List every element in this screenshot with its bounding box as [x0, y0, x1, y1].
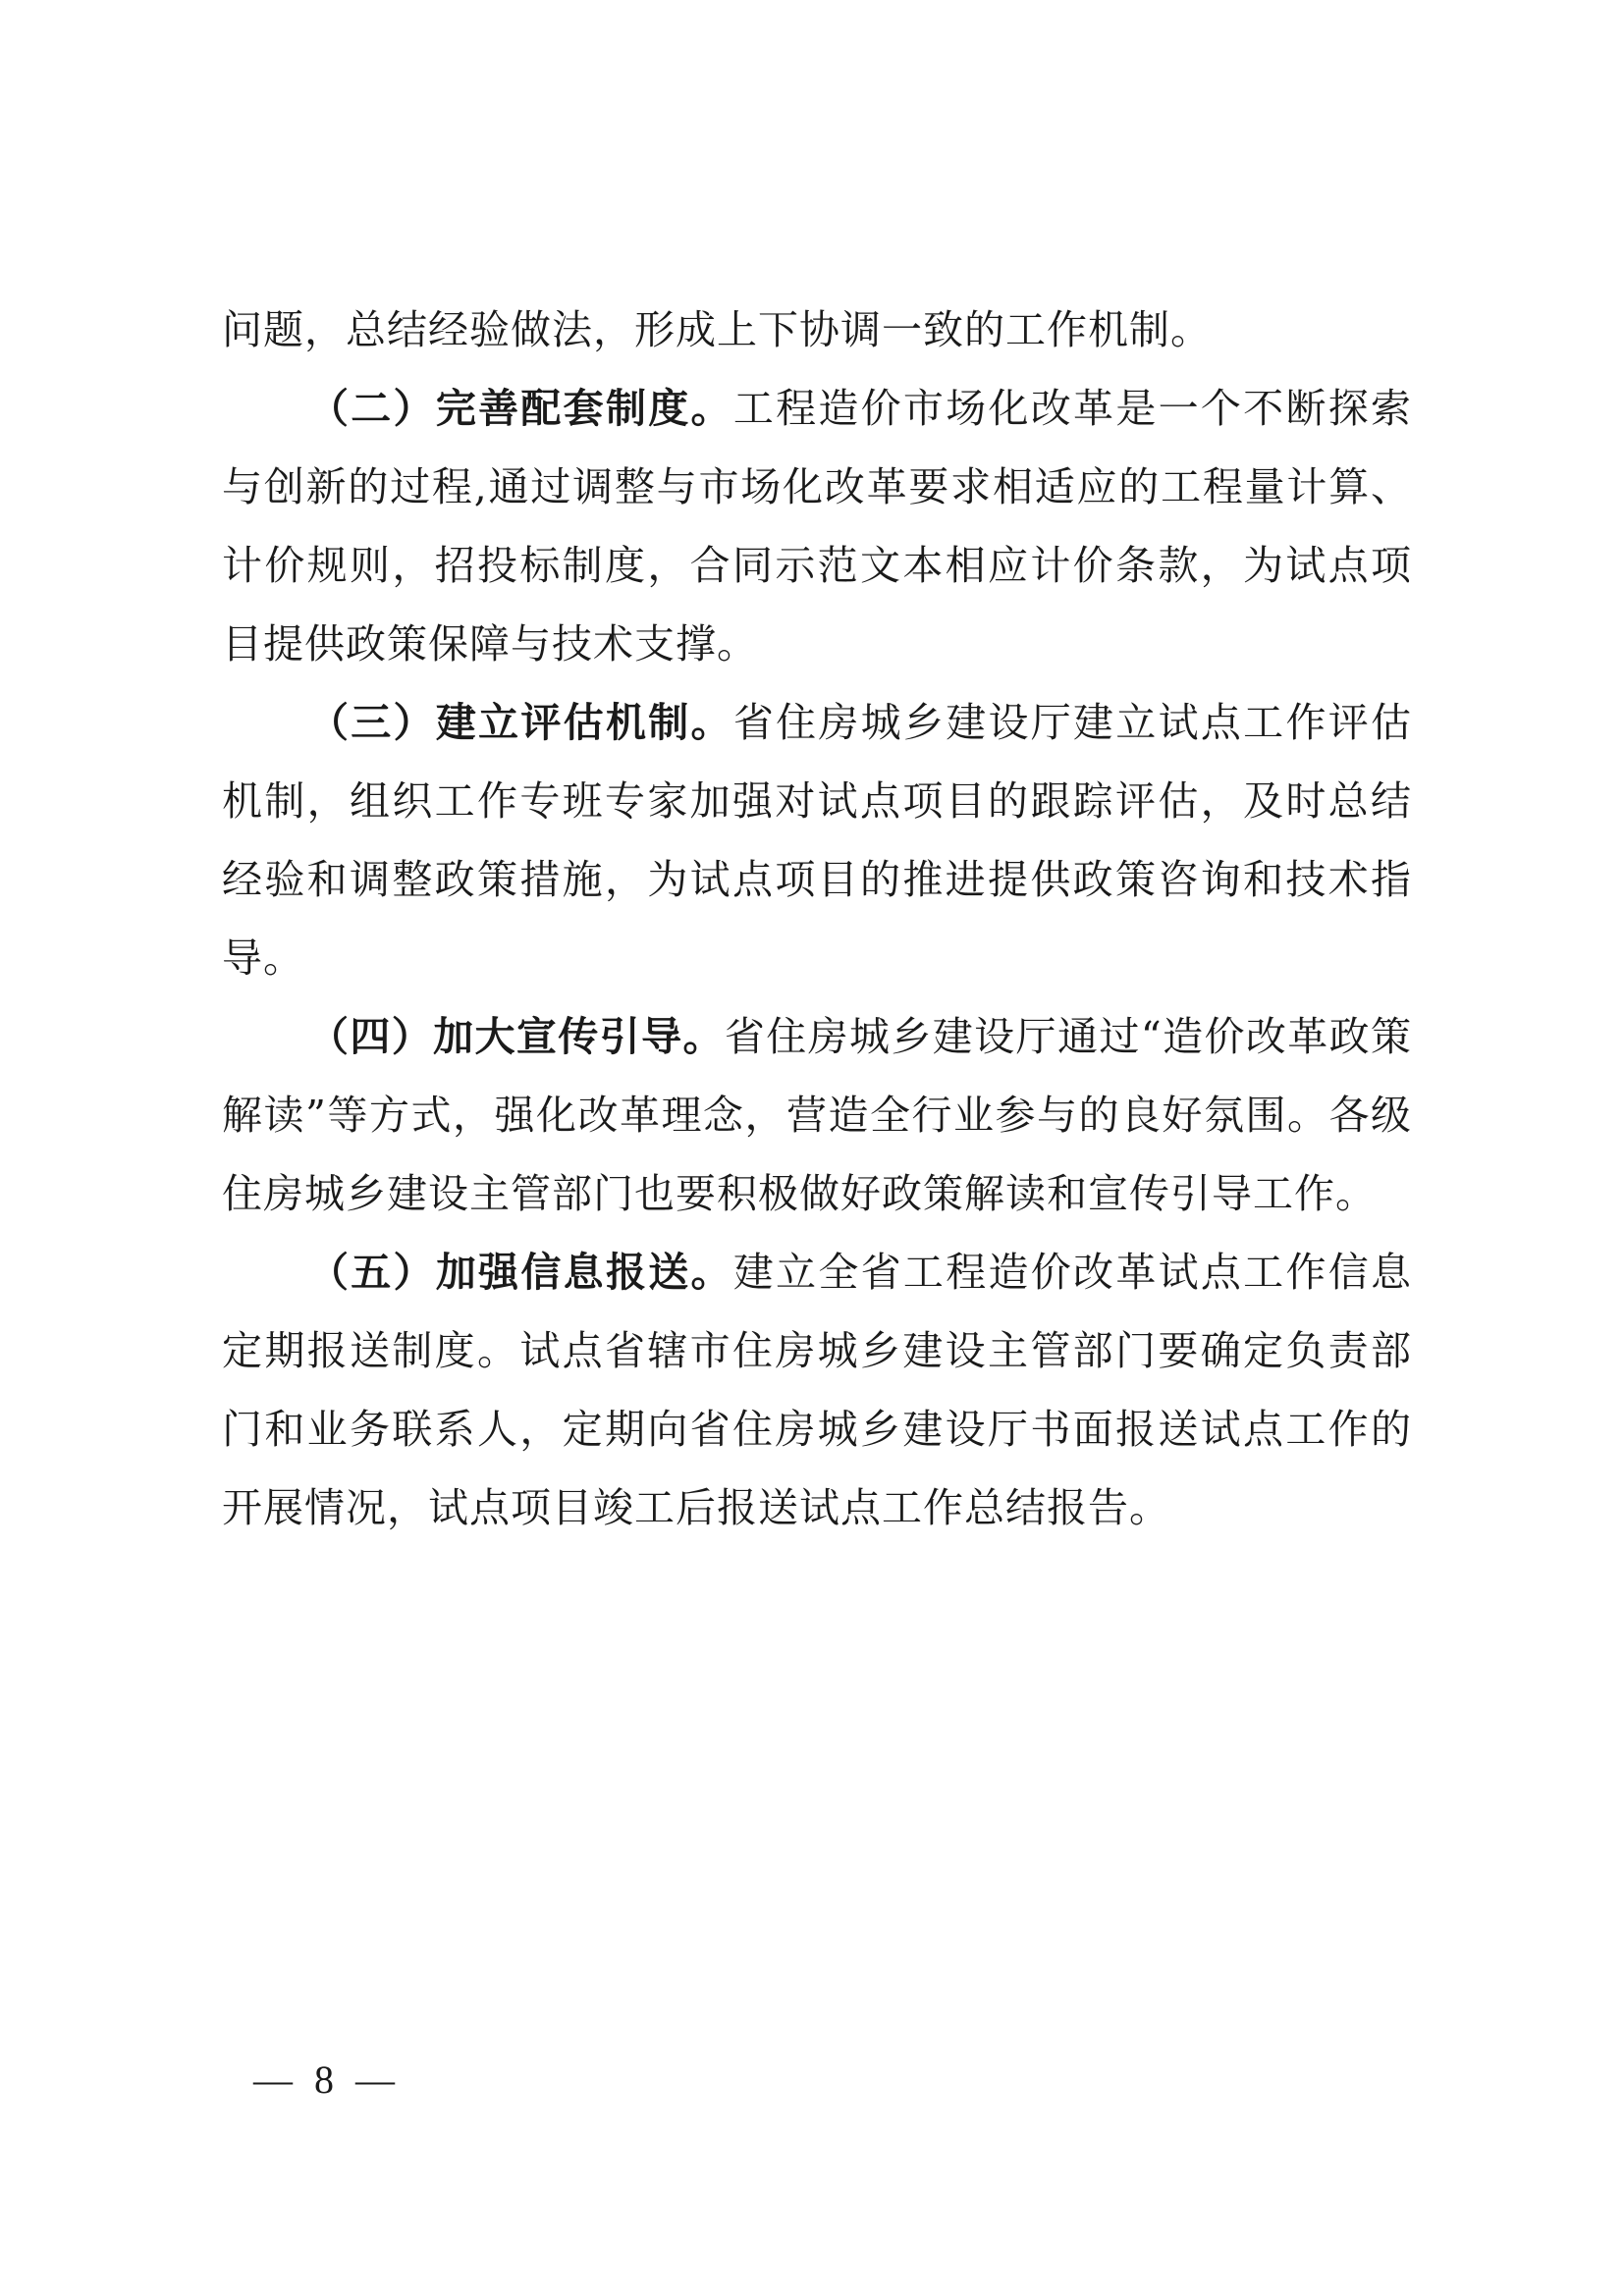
paragraph-section-4: [222, 997, 1412, 1233]
page-number: — 8 —: [253, 2057, 401, 2102]
paragraph-section-3: [222, 683, 1412, 997]
paragraph-text: 建立全省工程造价改革试点工作信息定期报送制度。试点省辖市住房城乡建设主管部门要确定负责部门和业务联系人，定期向省住房城乡建设厅书面报送试点工作的开展情况，试点项目竣工后报送试点工作总结报告。: [222, 1249, 1413, 1531]
paragraph-section-2: [222, 369, 1412, 683]
section-heading: （五）加强信息报送。: [308, 1249, 733, 1296]
paragraph-text: 省住房城乡建设厅建立试点工作评估机制，组织工作专班专家加强对试点项目的跟踪评估，及时总结经验和调整政策措施，为试点项目的推进提供政策咨询和技术指导。: [222, 699, 1413, 982]
paragraph-continuation: [222, 291, 1412, 369]
paragraph-section-5: [222, 1233, 1412, 1547]
section-heading: （四）加大宣传引导。: [308, 1013, 725, 1060]
document-body: [222, 291, 1412, 1547]
section-heading: （三）建立评估机制。: [308, 699, 733, 746]
paragraph-text: 工程造价市场化改革是一个不断探索与创新的过程,通过调整与市场化改革要求相适应的工程量计算、计价规则，招投标制度，合同示范文本相应计价条款，为试点项目提供政策保障与技术支撑。: [222, 385, 1413, 667]
paragraph-text: 问题，总结经验做法，形成上下协调一致的工作机制。: [222, 306, 1212, 353]
paragraph-text: 省住房城乡建设厅通过“造价改革政策解读”等方式，强化改革理念，营造全行业参与的良好氛围。各级住房城乡建设主管部门也要积极做好政策解读和宣传引导工作。: [222, 1013, 1412, 1217]
section-heading: （二）完善配套制度。: [308, 385, 733, 432]
